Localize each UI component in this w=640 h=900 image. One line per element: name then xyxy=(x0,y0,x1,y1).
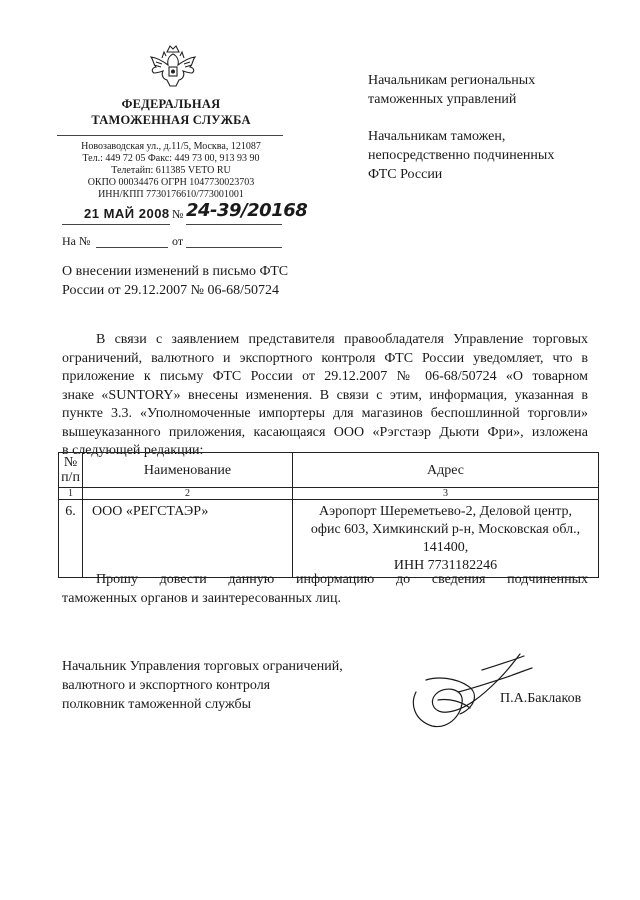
agency-name-line2: ТАМОЖЕННАЯ СЛУЖБА xyxy=(91,113,251,127)
contact-address: Новозаводская ул., д.11/5, Москва, 121087 xyxy=(81,141,261,152)
reference-number-line xyxy=(96,247,168,248)
index-cell: 2 xyxy=(83,488,293,500)
registration-number: 24-39/20168 xyxy=(186,200,308,221)
body-line: вышеуказанного приложения, касающаяся ООО «Рэгстаэр Дьюти Фри», изложена xyxy=(62,424,588,440)
date-underline xyxy=(62,224,170,225)
subject-line-2: России от 29.12.2007 № 06-68/50724 xyxy=(62,283,280,298)
signer-title-line-1: Начальник Управления торговых ограничений, xyxy=(62,659,343,674)
double-headed-eagle-emblem-icon xyxy=(142,40,204,92)
header-divider xyxy=(57,135,283,136)
address-line: ИНН 7731182246 xyxy=(393,558,498,573)
body-line: знаке «SUNTORY» внесены изменения. В связи с этим, информация, указанная в xyxy=(62,387,588,403)
body-paragraph-2 xyxy=(62,571,588,608)
body-line: В связи с заявлением представителя правообладателя Управление торговых xyxy=(96,332,588,347)
contact-teletype: Телетайп: 611385 VETO RU xyxy=(111,165,231,176)
index-cell: 1 xyxy=(59,488,83,500)
column-header-name: Наименование xyxy=(83,453,293,488)
body-paragraph-1 xyxy=(62,331,588,461)
subject-line-1: О внесении изменений в письмо ФТС xyxy=(62,264,289,279)
address-line: офис 603, Химкинский р-н, Московская обл., xyxy=(310,522,581,537)
body-line: ограничений, валютного и экспортного контроля ФТС России уведомляет, что в xyxy=(62,350,588,366)
number-underline xyxy=(186,224,282,225)
row-company-name: ООО «РЕГСТАЭР» xyxy=(83,500,293,578)
signer-name: П.А.Баклаков xyxy=(500,691,582,706)
index-cell: 3 xyxy=(293,488,599,500)
contact-okpo: ОКПО 00034476 ОГРН 1047730023703 xyxy=(87,177,255,188)
body-line: в следующей редакции: xyxy=(62,443,204,458)
addressee-regional-1: Начальникам региональных xyxy=(368,73,536,88)
signer-title-line-3: полковник таможенной службы xyxy=(62,697,252,712)
row-address xyxy=(293,500,599,578)
document-date: 21 МАЙ 2008 xyxy=(84,206,170,221)
signer-title-line-2: валютного и экспортного контроля xyxy=(62,678,271,693)
addressee-customs-2: непосредственно подчиненных xyxy=(368,148,555,163)
address-line: Аэропорт Шереметьево-2, Деловой центр, xyxy=(319,504,572,519)
body-line: пункте 3.3. «Уполномоченные импортеры для магазинов беспошлинной торговли» xyxy=(62,406,588,421)
agency-name-line1: ФЕДЕРАЛЬНАЯ xyxy=(121,97,221,111)
number-sign: № xyxy=(172,207,184,221)
contact-phone: Тел.: 449 72 05 Факс: 449 73 00, 913 93 90 xyxy=(82,153,260,164)
reference-number-label: На № xyxy=(62,234,91,248)
body-line: таможенных органов и заинтересованных лиц. xyxy=(62,590,341,606)
handwritten-signature xyxy=(398,640,538,736)
column-header-address: Адрес xyxy=(293,453,599,488)
contact-inn: ИНН/КПП 7730176610/773001001 xyxy=(98,189,244,200)
addressee-customs-3: ФТС России xyxy=(368,167,443,182)
reference-date-line xyxy=(186,247,282,248)
reference-date-label: от xyxy=(172,234,184,248)
importer-table xyxy=(58,452,599,578)
row-number: 6. xyxy=(59,500,83,578)
table-row xyxy=(59,500,599,578)
address-line: 141400, xyxy=(422,540,469,555)
addressee-customs-1: Начальникам таможен, xyxy=(368,129,506,144)
body-line: приложение к письму ФТС России от 29.12.2007 № 06-68/50724 «О товарном xyxy=(62,369,588,384)
body-line: Прошу довести данную информацию до сведения подчиненных xyxy=(96,572,588,587)
addressee-regional-2: таможенных управлений xyxy=(368,92,517,107)
column-header-number: № п/п xyxy=(59,453,83,488)
